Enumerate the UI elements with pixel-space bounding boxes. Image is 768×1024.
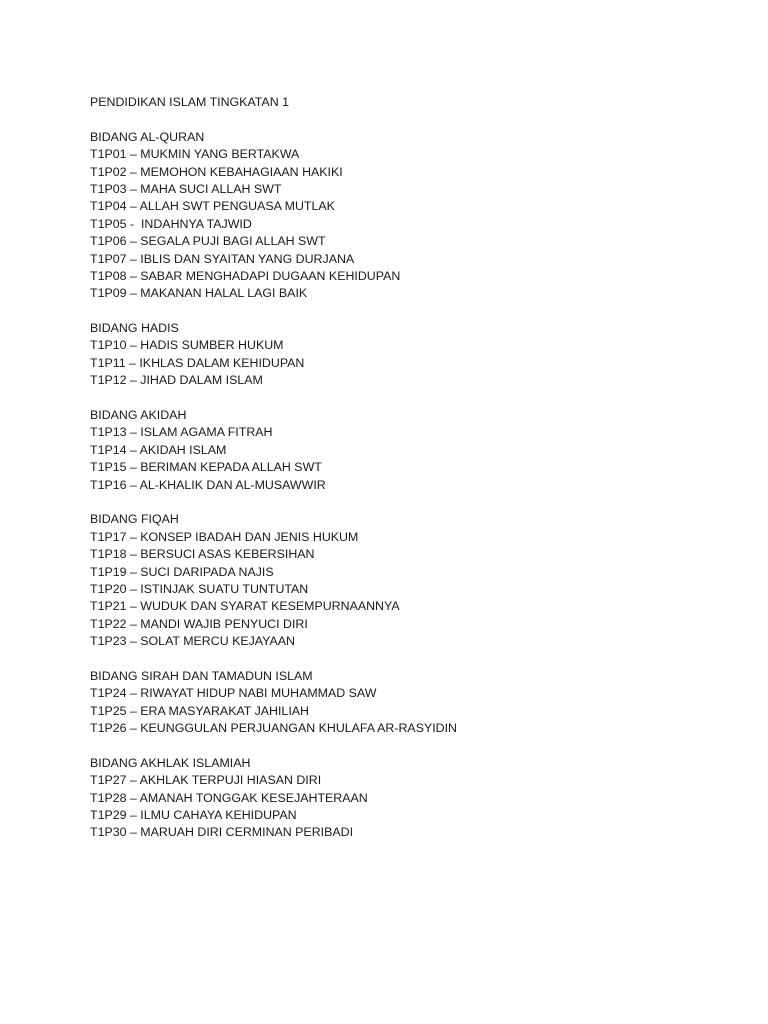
section-heading: BIDANG AKIDAH [90,408,187,423]
lesson-item: T1P20 – ISTINJAK SUATU TUNTUTAN [90,581,309,596]
lesson-item: T1P30 – MARUAH DIRI CERMINAN PERIBADI [90,825,354,840]
lesson-item: T1P15 – BERIMAN KEPADA ALLAH SWT [90,460,322,475]
lesson-item: T1P22 – MANDI WAJIB PENYUCI DIRI [90,616,308,631]
lesson-item: T1P24 – RIWAYAT HIDUP NABI MUHAMMAD SAW [90,686,377,701]
section-block [90,320,730,390]
lesson-item: T1P27 – AKHLAK TERPUJI HIASAN DIRI [90,773,322,788]
document-page [90,94,730,842]
document-title: PENDIDIKAN ISLAM TINGKATAN 1 [90,95,289,109]
section-block [90,407,730,494]
lesson-item: T1P02 – MEMOHON KEBAHAGIAAN HAKIKI [90,164,343,179]
lesson-item: T1P13 – ISLAM AGAMA FITRAH [90,425,273,440]
lesson-item: T1P01 – MUKMIN YANG BERTAKWA [90,147,300,162]
lesson-item: T1P10 – HADIS SUMBER HUKUM [90,338,284,353]
section-block [90,511,730,650]
blank-line [90,390,730,407]
lesson-item: T1P05 - INDAHNYA TAJWID [90,216,252,231]
blank-line [90,111,730,128]
lesson-item: T1P03 – MAHA SUCI ALLAH SWT [90,181,282,196]
lesson-item: T1P29 – ILMU CAHAYA KEHIDUPAN [90,808,297,823]
lesson-item: T1P08 – SABAR MENGHADAPI DUGAAN KEHIDUPAN [90,268,401,283]
lesson-item: T1P04 – ALLAH SWT PENGUASA MUTLAK [90,199,335,214]
section-heading: BIDANG AKHLAK ISLAMIAH [90,755,251,770]
blank-line [90,494,730,511]
section-block [90,668,730,738]
lesson-item: T1P21 – WUDUK DAN SYARAT KESEMPURNAANNYA [90,599,400,614]
section-block [90,129,730,303]
lesson-item: T1P06 – SEGALA PUJI BAGI ALLAH SWT [90,234,326,249]
blank-line [90,303,730,320]
section-block [90,755,730,842]
lesson-item: T1P18 – BERSUCI ASAS KEBERSIHAN [90,547,315,562]
section-heading: BIDANG HADIS [90,321,179,336]
lesson-item: T1P25 – ERA MASYARAKAT JAHILIAH [90,703,309,718]
lesson-item: T1P26 – KEUNGGULAN PERJUANGAN KHULAFA AR-RASYIDIN [90,721,458,736]
section-heading: BIDANG SIRAH DAN TAMADUN ISLAM [90,668,313,683]
lesson-item: T1P11 – IKHLAS DALAM KEHIDUPAN [90,355,305,370]
blank-line [90,651,730,668]
lesson-item: T1P07 – IBLIS DAN SYAITAN YANG DURJANA [90,251,355,266]
section-heading: BIDANG FIQAH [90,512,179,527]
lesson-item: T1P09 – MAKANAN HALAL LAGI BAIK [90,286,308,301]
lesson-item: T1P14 – AKIDAH ISLAM [90,442,227,457]
lesson-item: T1P16 – AL-KHALIK DAN AL-MUSAWWIR [90,477,326,492]
lesson-item: T1P19 – SUCI DARIPADA NAJIS [90,564,274,579]
lesson-item: T1P28 – AMANAH TONGGAK KESEJAHTERAAN [90,790,368,805]
document-sections [90,111,730,841]
section-heading: BIDANG AL-QURAN [90,129,205,144]
blank-line [90,737,730,754]
lesson-item: T1P23 – SOLAT MERCU KEJAYAAN [90,634,295,649]
lesson-item: T1P12 – JIHAD DALAM ISLAM [90,373,263,388]
lesson-item: T1P17 – KONSEP IBADAH DAN JENIS HUKUM [90,529,359,544]
